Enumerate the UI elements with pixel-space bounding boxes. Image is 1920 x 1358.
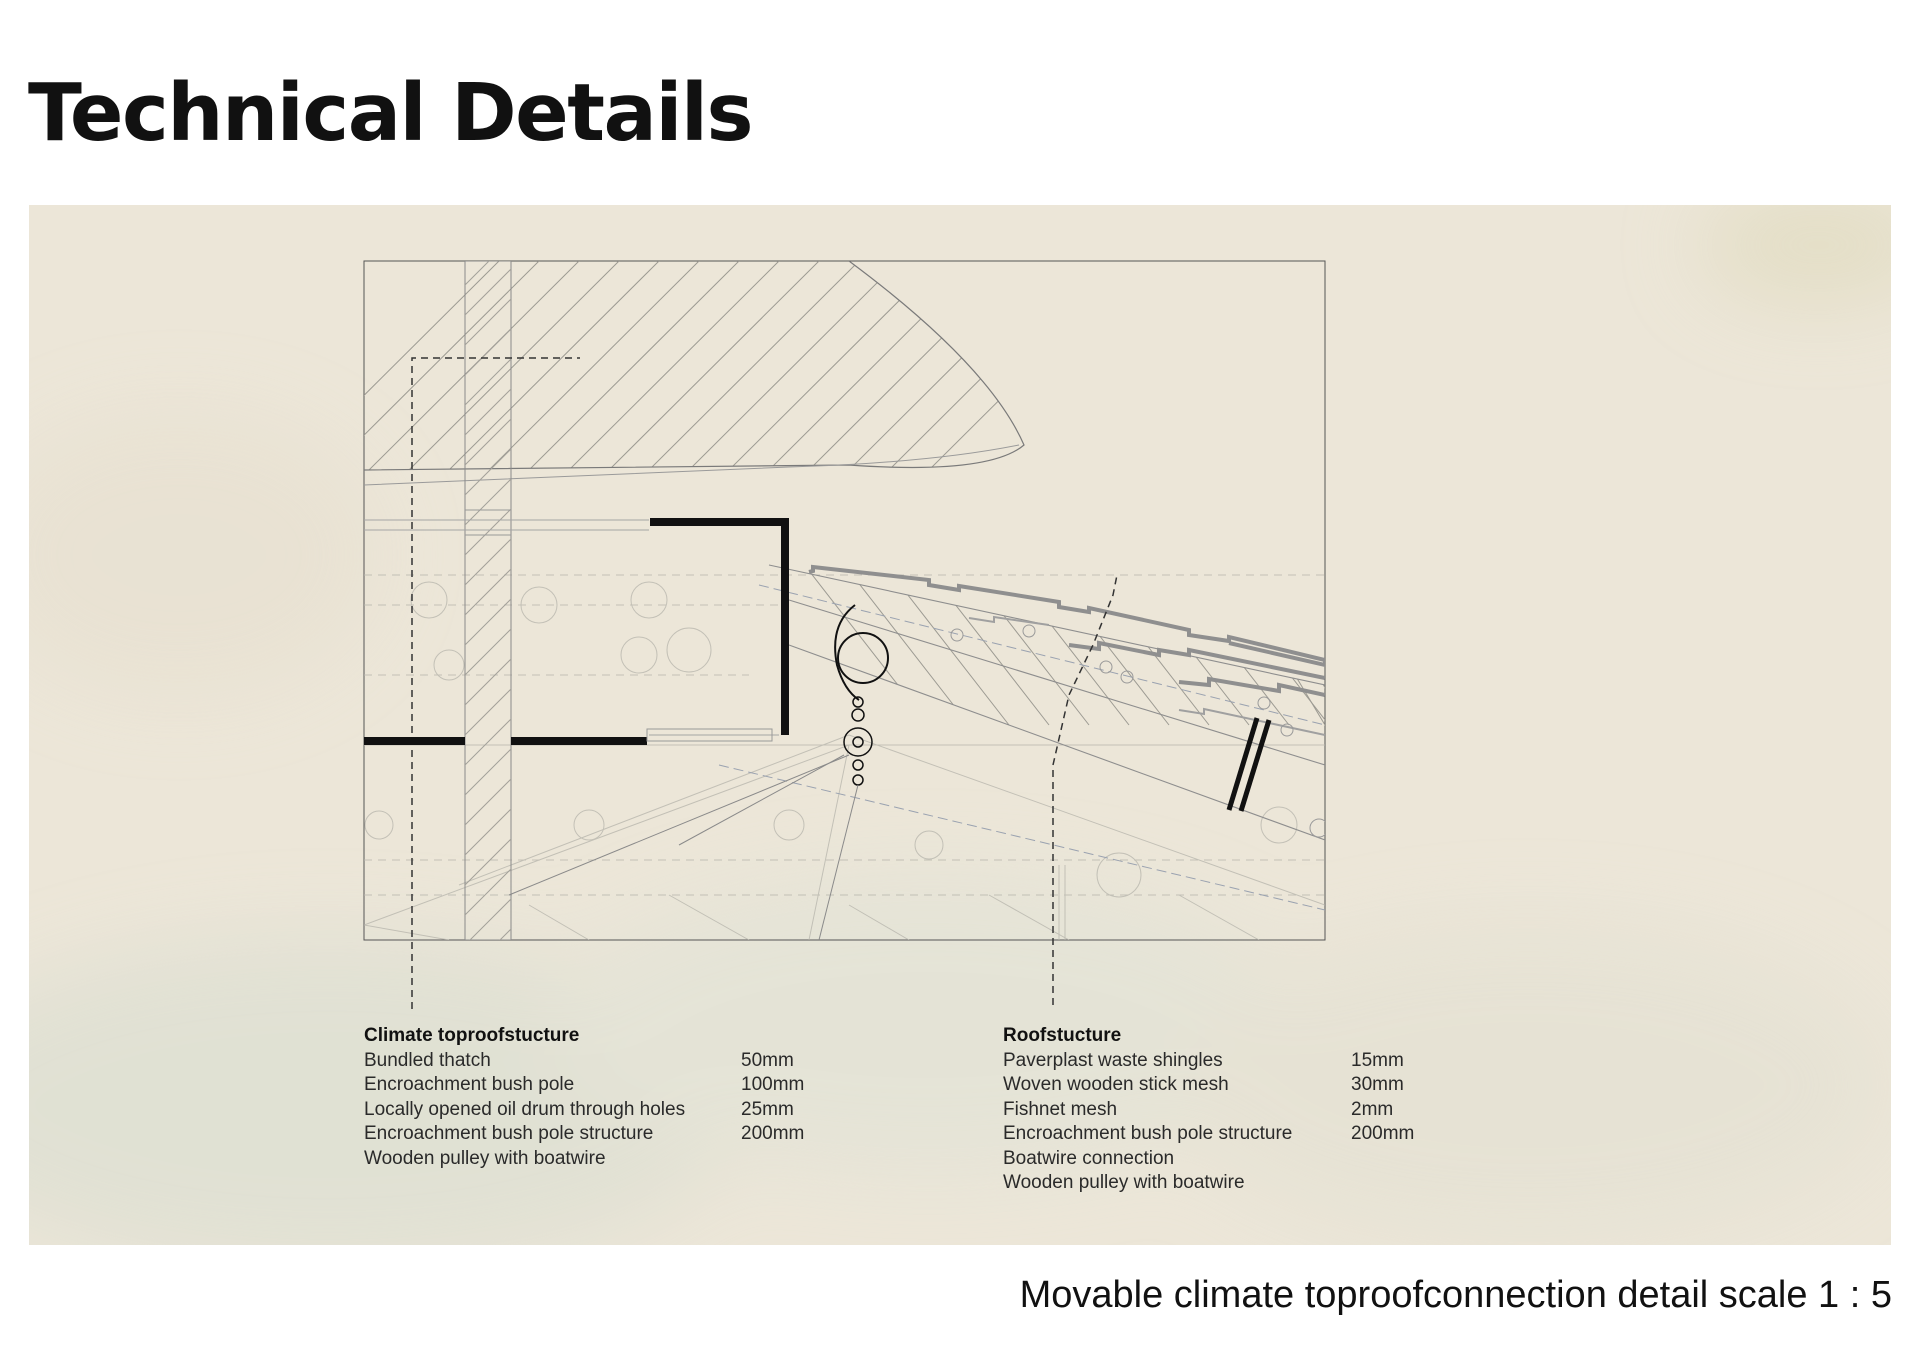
legend-row: [364, 1147, 685, 1172]
legend-label: Locally opened oil drum through holes: [364, 1098, 686, 1120]
legend-value: 2mm: [1351, 1098, 1394, 1120]
legend-row: [364, 1073, 805, 1098]
climate-toproof-outline: [412, 358, 580, 1009]
legend-label: Bundled thatch: [364, 1049, 491, 1071]
figure-caption: Movable climate toproofconnection detail scale 1 : 5: [1019, 1274, 1892, 1316]
steel-profiles: [364, 522, 785, 741]
legend-heading: Roofstucture: [1003, 1025, 1122, 1046]
legend-label: Fishnet mesh: [1003, 1098, 1118, 1120]
legend-value: 30mm: [1351, 1074, 1404, 1095]
legend-label: Wooden pulley with boatwire: [364, 1147, 606, 1169]
legend-row: [364, 1098, 794, 1123]
legend-label: Encroachment bush pole structure: [1003, 1123, 1293, 1144]
legend-label: Encroachment bush pole: [364, 1074, 575, 1095]
legend-row: [364, 1049, 794, 1074]
legend-label: Wooden pulley with boatwire: [1003, 1172, 1245, 1193]
drawing-panel: [29, 205, 1891, 1245]
legend-value: 100mm: [741, 1074, 805, 1095]
legend-value: 25mm: [741, 1098, 794, 1120]
legend-label: Woven wooden stick mesh: [1003, 1074, 1229, 1095]
page-title: Technical Details: [28, 67, 752, 159]
legend-value: 50mm: [741, 1049, 794, 1071]
legend-row: [1003, 1171, 1292, 1196]
boatwire: [509, 755, 858, 940]
legend-value: 200mm: [1351, 1123, 1415, 1144]
thatch-hatching: [289, 261, 1139, 470]
legend-row: [1003, 1122, 1415, 1147]
wooden-pulley: [835, 605, 888, 785]
legend-row: [1003, 1147, 1292, 1172]
legend-value: 15mm: [1351, 1049, 1404, 1071]
section-detail-drawing: [29, 205, 1891, 1245]
legend-climate-toproof: [364, 1024, 805, 1171]
legend-row: [1003, 1049, 1404, 1074]
legend-label: Boatwire connection: [1003, 1147, 1175, 1169]
legend-label: Encroachment bush pole structure: [364, 1123, 654, 1144]
legend-label: Paverplast waste shingles: [1003, 1049, 1223, 1071]
legend-row: [364, 1122, 805, 1147]
legend-row: [1003, 1073, 1404, 1098]
legend-value: 200mm: [741, 1123, 805, 1144]
legend-heading: Climate toproofstucture: [364, 1025, 580, 1046]
legend-row: [1003, 1098, 1394, 1123]
legend-roof-structure: [1003, 1024, 1415, 1196]
thatch-outline: [364, 261, 1024, 470]
bush-pole: [465, 261, 511, 940]
